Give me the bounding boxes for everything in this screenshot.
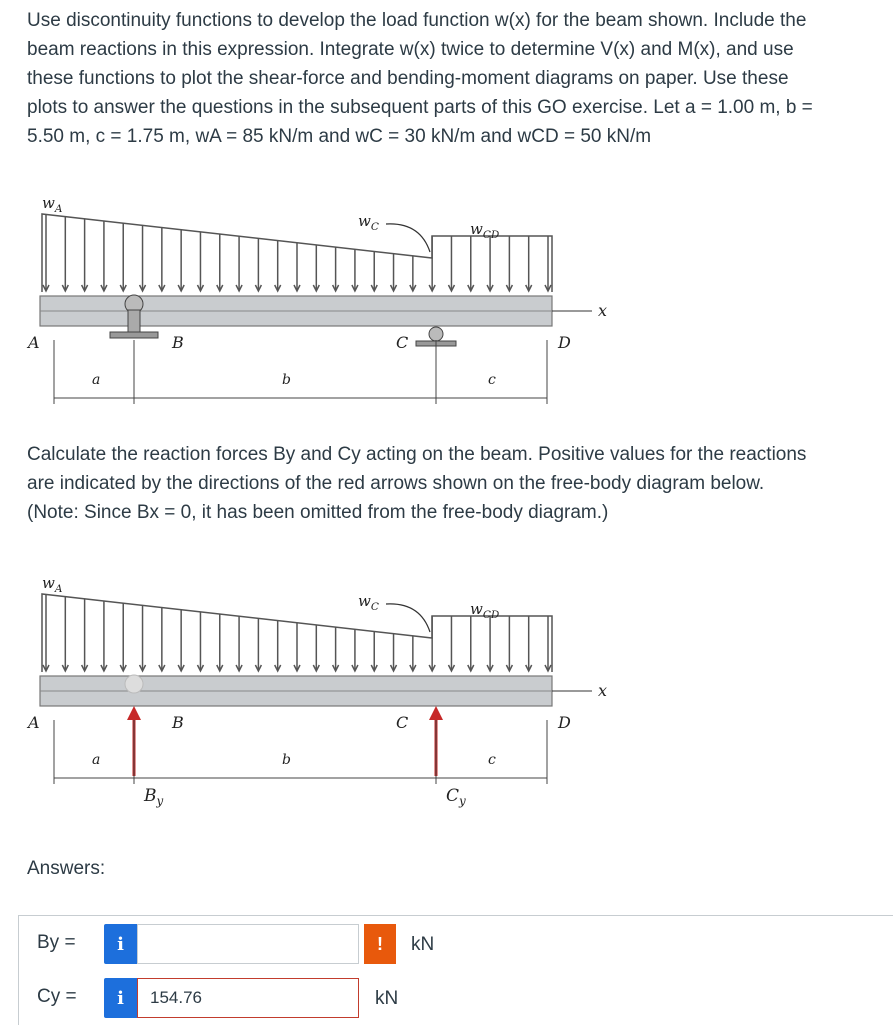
problem-line-1: Use discontinuity functions to develop the load function w(x) for the beam shown. Include the: [27, 10, 807, 31]
beam-diagram: [20, 186, 640, 416]
point-D-label: D: [558, 713, 571, 732]
problem-line-3: these functions to plot the shear-force and bending-moment diagrams on paper. Use these: [27, 68, 789, 89]
dim-a-label: a: [92, 372, 101, 388]
wC-pointer: [386, 224, 430, 252]
point-A-label: A: [28, 713, 40, 732]
roller-support-C: [429, 327, 443, 341]
wA-label: $w_A$: [42, 194, 63, 215]
wC-label: $w_C$: [358, 592, 379, 613]
pin-support-B-faded: [125, 675, 143, 693]
instruction-line-3: (Note: Since Bx = 0, it has been omitted from the free-body diagram.): [27, 502, 609, 523]
reaction-arrowhead-Cy: [429, 706, 443, 720]
wC-pointer: [386, 604, 430, 632]
point-B-label: B: [172, 333, 184, 352]
problem-statement: [27, 6, 872, 151]
problem-line-2: beam reactions in this expression. Integrate w(x) twice to determine V(x) and M(x), and use: [27, 39, 794, 60]
by-unit: kN: [411, 934, 435, 955]
wA-label: $w_A$: [42, 574, 63, 595]
point-A-label: A: [28, 333, 40, 352]
point-C-label: C: [396, 713, 409, 732]
by-label: By =: [37, 932, 76, 953]
by-info-icon[interactable]: i: [104, 924, 137, 964]
x-axis-label: x: [598, 681, 608, 700]
by-input[interactable]: [137, 924, 359, 964]
dim-c-label: c: [488, 752, 496, 768]
instruction-line-1: Calculate the reaction forces By and Cy acting on the beam. Positive values for the reactions: [27, 444, 807, 465]
point-C-label: C: [396, 333, 409, 352]
dim-c-label: c: [488, 372, 496, 388]
By-label: $B_y$: [144, 786, 164, 808]
cy-unit: kN: [375, 988, 399, 1009]
by-warning-icon: !: [364, 924, 396, 964]
dim-a-label: a: [92, 752, 101, 768]
wCD-label: $w_{CD}$: [470, 600, 500, 621]
dim-b-label: b: [282, 372, 291, 388]
problem-line-4: plots to answer the questions in the subsequent parts of this GO exercise. Let a = 1.00 m, b =: [27, 97, 813, 118]
instruction-text: [27, 440, 872, 527]
answers-heading: Answers:: [27, 858, 106, 879]
Cy-label: $C_y$: [446, 786, 466, 808]
wCD-label: $w_{CD}$: [470, 220, 500, 241]
wC-label: $w_C$: [358, 212, 379, 233]
reaction-arrowhead-By: [127, 706, 141, 720]
problem-line-5: 5.50 m, c = 1.75 m, wA = 85 kN/m and wC = 30 kN/m and wCD = 50 kN/m: [27, 126, 652, 147]
free-body-diagram: [20, 566, 640, 826]
point-D-label: D: [558, 333, 571, 352]
dim-b-label: b: [282, 752, 291, 768]
cy-input[interactable]: [137, 978, 359, 1018]
instruction-line-2: are indicated by the directions of the red arrows shown on the free-body diagram below.: [27, 473, 765, 494]
x-axis-label: x: [598, 301, 608, 320]
answer-panel: [18, 915, 893, 1025]
pin-base-B: [110, 332, 158, 338]
cy-info-icon[interactable]: i: [104, 978, 137, 1018]
pin-post-B: [128, 310, 140, 332]
cy-label: Cy =: [37, 986, 77, 1007]
point-B-label: B: [172, 713, 184, 732]
